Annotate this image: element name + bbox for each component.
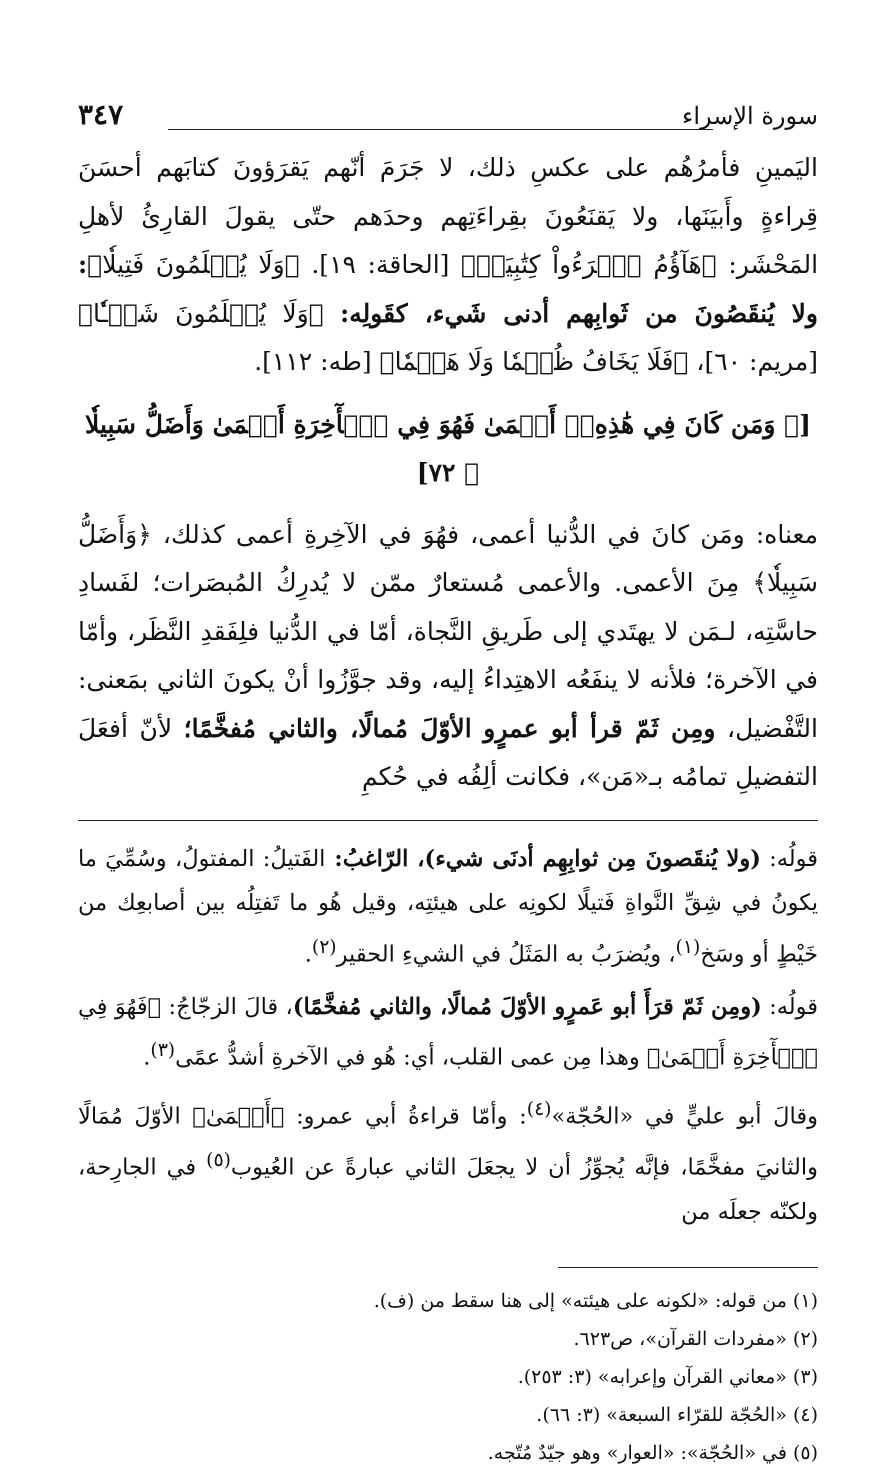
bold-gloss: (ومِن ثَمّ قرَأَ أبو عَمرٍو الأوّلَ مُمالًا، والثاني مُفخَّمًا) bbox=[292, 993, 762, 1020]
citation: [طه: ١١٢]. bbox=[254, 347, 380, 376]
bold-gloss: (ولا يُنقَصونَ مِن ثوابِهِم أدنَى شيء)، الرّاغبُ: bbox=[325, 845, 761, 872]
bold-gloss: : ولا يُنقَصُونَ من ثَوابِهم أدنى شَيء، كقَولِه: bbox=[78, 250, 819, 328]
text-line: اليَمينِ فأمرُهُم على عكسِ ذلك، لا جَرَمَ أنّهم يَقرَؤونَ كتابَهم أحسَنَ قِراءةٍ وأَبيَنَها، bbox=[78, 153, 819, 231]
commentary-text: . bbox=[304, 941, 312, 967]
text-line: الاهتِداءُ إليه، وقد جوَّزُوا أنْ يكونَ الثاني بمَعنى: التَّفْضيل، bbox=[78, 665, 818, 743]
commentary-paragraph-3 bbox=[78, 1088, 818, 1235]
quran-quote: ﴿وَأَضَلُّ سَبِيلٗا﴾ bbox=[78, 519, 818, 597]
commentary-text: الفَتيلُ: المفتولُ، وسُمِّيَ ما يكونُ في شِقِّ النَّواةِ فَتيلًا لكونِه على هيئتِه، وقيل هُو ما تَفتِلُه بين أصابعِك من خَيْطٍ أو وسَخ bbox=[78, 845, 818, 967]
quran-quote: ﴿وَلَا يُظۡلَمُونَ فَتِيلٗا﴾ bbox=[87, 250, 300, 279]
text-line: ولا يَقنَعُونَ بقِراءَتِهم وحدَهم حتّى يقولَ القارِئُ لأهلِ المَحْشَر: ﴿هَآؤُمُ ٱقۡرَءُواْ كِتَٰبِيَهۡ﴾ bbox=[78, 201, 819, 279]
commentary-text: الأوّلَ مُمَالًا والثانيَ مفخَّمًا، فإنَّه يُجوِّزُ أن لا يجعَلَ الثاني عبارةً عن العُيوب bbox=[78, 1103, 818, 1181]
surah-title: سورة الإسراء bbox=[682, 102, 818, 130]
citation: [الحاقة: ١٩]. bbox=[299, 250, 450, 279]
commentary-divider bbox=[78, 820, 818, 821]
commentary-text: ، ويُضرَبُ به المَثَلُ في الشيءِ الحقير bbox=[336, 941, 676, 967]
commentary-text: قولُه: bbox=[760, 845, 819, 872]
footnote-ref[interactable]: (٤) bbox=[526, 1099, 552, 1120]
footnote: (٣) «معاني القرآن وإعرابه» (٣: ٢٥٣). bbox=[517, 1365, 818, 1388]
footnote-ref[interactable]: (٣) bbox=[150, 1040, 176, 1061]
page-number: ٣٤٧ bbox=[78, 98, 124, 131]
commentary-paragraph-2 bbox=[78, 985, 818, 1081]
quran-quote: ﴿فَلَا يَخَافُ ظُلۡمٗا وَلَا هَضۡمٗا﴾ bbox=[379, 347, 689, 376]
footnote: (١) من قوله: «لكونه على هيئته» إلى هنا سقط من (ف). bbox=[373, 1289, 818, 1312]
footnote-rule bbox=[558, 1267, 818, 1268]
bold-gloss: ومِن ثَمّ قرأ أبو عمرٍو bbox=[483, 713, 716, 743]
text-line: معناه: ومَن كانَ في الدُّنيا أعمى، فهُوَ في الآخِرةِ أعمى كذلك، bbox=[151, 519, 818, 549]
commentary-text: في الجارِحة، ولكنّه جعلَه من bbox=[78, 1154, 818, 1225]
commentary-text: قولُه: bbox=[761, 993, 818, 1020]
commentary-text: . bbox=[143, 1044, 151, 1071]
text-line: يهتَدي إلى طَريقِ النَّجاة، أمّا في الدُّنيا فلِفَقدِ النَّظَر، وأمّا في الآخرة؛ فلأنه لا ينفَعُه bbox=[78, 616, 818, 694]
main-text bbox=[78, 144, 818, 802]
commentary bbox=[78, 837, 818, 1235]
verse-heading: [﴿ وَمَن كَانَ فِي هَٰذِهِۦٓ أَعۡمَىٰ فَهُوَ فِي ٱلۡأٓخِرَةِ أَعۡمَىٰ وَأَضَلُّ سَبِيلٗا ﴾ ٧٢] bbox=[85, 409, 811, 487]
footnote: (٥) في «الحُجّة»: «العوار» وهو جيّدٌ مُتّجه. bbox=[487, 1441, 818, 1464]
citation: [مريم: ٦٠]، bbox=[688, 347, 818, 376]
footnote-ref[interactable]: (٢) bbox=[311, 936, 337, 958]
commentary-paragraph-1 bbox=[78, 837, 818, 977]
running-header bbox=[78, 98, 818, 140]
text-line: مِنَ الأعمى. والأعمى مُستعارٌ ممّن لا يُدرِكُ المُبصَرات؛ لفَسادِ حاسَّتِه، لـمَن لا bbox=[78, 568, 818, 646]
commentary-text: وهذا مِن عمى القلب، أي: هُو في الآخرةِ أشدُّ عمًى bbox=[175, 1044, 647, 1071]
footnote: (٤) «الحُجّة للقرّاء السبعة» (٣: ٦٦). bbox=[536, 1403, 818, 1426]
commentary-text: وقالَ أبو عليٍّ في «الحُجّة» bbox=[551, 1103, 818, 1130]
quran-quote: ﴿أَعۡمَىٰ﴾ bbox=[192, 1103, 285, 1130]
main-paragraph-2 bbox=[78, 511, 818, 802]
bold-gloss: الأوّلَ مُمالًا، والثاني مُفخَّمًا؛ bbox=[183, 713, 472, 743]
book-page bbox=[78, 98, 818, 1472]
commentary-text: : وأمّا قراءةُ أبي عمرو: bbox=[284, 1103, 527, 1130]
quran-quote: ﴿وَلَا يُظۡلَمُونَ شَيۡـٔٗا﴾ bbox=[78, 298, 324, 328]
footnote-ref[interactable]: (١) bbox=[675, 936, 701, 958]
footnotes bbox=[78, 1282, 818, 1472]
main-paragraph-1 bbox=[78, 144, 818, 387]
commentary-text: ، قالَ الزجّاجُ: bbox=[161, 993, 293, 1020]
footnote: (٢) «مفردات القرآن»، ص٦٢٣. bbox=[573, 1327, 818, 1350]
quran-quote: ﴿فَهُوَ فِي ٱلۡأٓخِرَةِ أَعۡمَىٰ﴾ bbox=[78, 993, 818, 1071]
text-line: لأنّ أفعَلَ التفضيلِ تمامُه بـ«مَن»، فكانت ألِفُه في حُكمِ bbox=[78, 713, 818, 791]
header-rule bbox=[168, 129, 713, 130]
footnote-ref[interactable]: (٥) bbox=[206, 1150, 231, 1171]
